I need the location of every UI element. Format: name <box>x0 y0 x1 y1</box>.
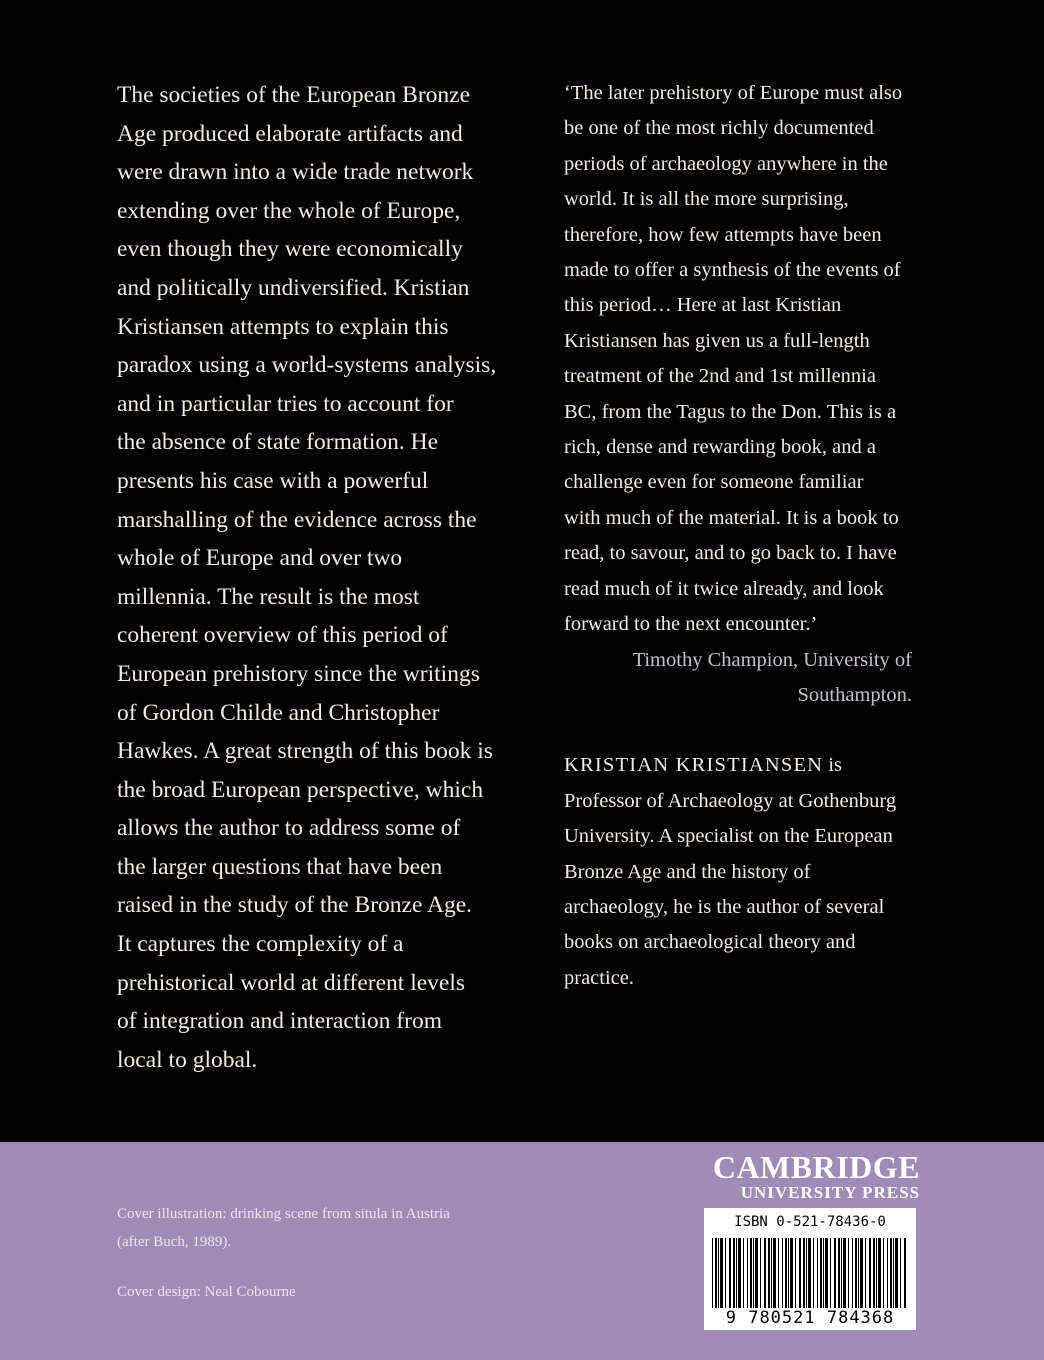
review-quote: ‘The later prehistory of Europe must also be one of the most richly documented periods of archaeology anywhere in the world. It is all the more surprising, therefore, how few attempts have been made to offer a synthesis of the events of this period… Here at last Kristian Kristiansen has given us a full-length treatment of the 2nd and 1st millennia BC, from the Tagus to the Don. This is a rich, dense and rewarding book, and a challenge even for someone familiar with much of the material. It is a book to read, to savour, and to go back to. I have read much of it twice already, and look forward to the next encounter.’ <box>564 82 903 636</box>
barcode-bar <box>806 1238 807 1308</box>
barcode-bar <box>790 1238 793 1308</box>
barcode-bar <box>834 1238 836 1308</box>
barcode-bar <box>712 1238 713 1308</box>
barcode-bar <box>830 1238 831 1308</box>
barcode-bar <box>771 1238 772 1308</box>
cover-design-credit: Cover design: Neal Cobourne <box>117 1284 296 1300</box>
barcode-bar <box>817 1238 818 1308</box>
review-attribution: Timothy Champion, University of Southampton. <box>632 648 912 706</box>
publisher-name: CAMBRIDGE <box>712 1149 920 1185</box>
barcode-bar <box>855 1238 857 1308</box>
barcode-bar <box>725 1238 726 1308</box>
barcode-bar <box>841 1238 842 1308</box>
barcode-bar <box>715 1238 717 1308</box>
barcode-bar <box>825 1238 828 1308</box>
barcode-bar <box>878 1238 881 1308</box>
ean-number: 9 780521 784368 <box>725 1308 895 1328</box>
barcode-bar <box>890 1238 892 1308</box>
barcode-bar <box>750 1238 752 1308</box>
barcode-bar <box>848 1238 849 1308</box>
barcode-box <box>704 1208 916 1330</box>
barcode-bar <box>764 1238 766 1308</box>
barcode-bar <box>778 1238 779 1308</box>
right-column <box>564 76 924 996</box>
barcode-bar <box>795 1238 796 1308</box>
barcode-bar <box>852 1238 853 1308</box>
barcode-bar <box>873 1238 875 1308</box>
barcode-bar <box>895 1238 898 1308</box>
barcode-bar <box>820 1238 822 1308</box>
barcode-bar <box>823 1238 824 1308</box>
description-paragraph: The societies of the European Bronze Age produced elaborate artifacts and were drawn into a wide trade network extending over the whole of Europe, even though they were economically and politically undiversified. Kristian Kristiansen attempts to explain this paradox using a world-systems analysis, and in particular tries to account for the absence of state formation. He presents his case with a powerful marshalling of the evidence across the whole of Europe and over two millennia. The result is the most coherent overview of this period of European prehistory since the writings of Gordon Childe and Christopher Hawkes. A great strength of this book is the broad European perspective, which allows the author to address some of the larger questions that have been raised in the study of the Bronze Age. It captures the complexity of a prehistorical world at different levels of integration and interaction from local to global. <box>117 82 497 1073</box>
barcode-bar <box>736 1238 737 1308</box>
barcode-bar <box>883 1238 884 1308</box>
barcode-bar <box>747 1238 748 1308</box>
barcode-bar <box>803 1238 805 1308</box>
barcode-bar <box>808 1238 811 1308</box>
barcode-bar <box>858 1238 859 1308</box>
barcode-bar <box>838 1238 840 1308</box>
barcode-bar <box>860 1238 863 1308</box>
barcode-bar <box>904 1238 906 1308</box>
barcode-bar <box>729 1238 731 1308</box>
barcode-bar <box>738 1238 741 1308</box>
barcode-bar <box>869 1238 871 1308</box>
bottom-band <box>0 1142 1044 1360</box>
barcode-bar <box>893 1238 894 1308</box>
barcode-bar <box>755 1238 758 1308</box>
barcode-bar <box>743 1238 744 1308</box>
barcode-bar <box>887 1238 888 1308</box>
barcode-bar <box>768 1238 770 1308</box>
author-name: KRISTIAN KRISTIANSEN <box>564 754 824 777</box>
barcode-bar <box>876 1238 877 1308</box>
publisher-subtitle: UNIVERSITY PRESS <box>740 1183 920 1202</box>
barcode-bar <box>799 1238 801 1308</box>
barcode-icon <box>712 1238 908 1308</box>
barcode-bar <box>865 1238 866 1308</box>
publisher-logo <box>700 1150 920 1202</box>
barcode-bar <box>718 1238 719 1308</box>
barcode-bar <box>843 1238 846 1308</box>
author-bio <box>564 748 924 996</box>
isbn-label: ISBN 0-521-78436-0 <box>734 1214 886 1230</box>
barcode-bar <box>760 1238 761 1308</box>
barcode-bar <box>773 1238 776 1308</box>
barcode-bar <box>785 1238 787 1308</box>
author-bio-text: is Professor of Archaeology at Gothenburg University. A specialist on the European Bronze Age and the history of archaeology, he is the author of several books on archaeological theory and practice. <box>564 754 897 989</box>
barcode-bar <box>753 1238 754 1308</box>
cover-illustration-credit: Cover illustration: drinking scene from situla in Austria (after Buch, 1989). <box>117 1206 450 1250</box>
barcode-bar <box>900 1238 901 1308</box>
barcode-bar <box>733 1238 735 1308</box>
barcode-bar <box>813 1238 814 1308</box>
barcode-bar <box>788 1238 789 1308</box>
barcode-bar <box>720 1238 723 1308</box>
barcode-bar <box>782 1238 783 1308</box>
